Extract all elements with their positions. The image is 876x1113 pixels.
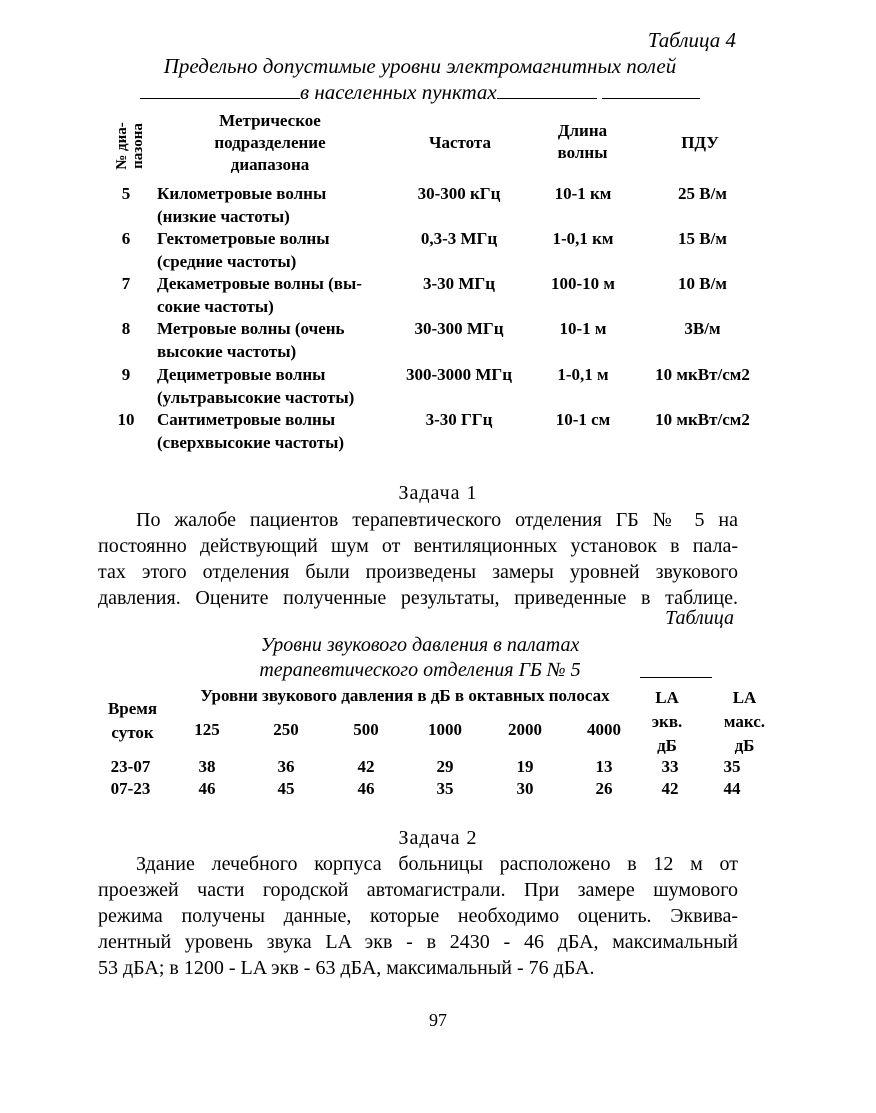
table4-row-pdu: 10 В/м [678, 274, 727, 293]
value-cell: 38 [198, 757, 216, 776]
la-eq-cell: 33 [661, 757, 679, 776]
task1-table-title-line2: терапевтического отделения ГБ № 5 [259, 659, 581, 681]
table4-row-pdu: 25 В/м [678, 184, 727, 203]
task1-title: Задача 1 [398, 482, 478, 504]
value-cell: 46 [198, 779, 216, 798]
table4-row-frequency: 0,3-3 МГц [420, 229, 498, 248]
value-cell: 45 [277, 779, 295, 798]
task1-table-label: Таблица [665, 607, 734, 629]
table4-row-wavelength: 10-1 см [555, 410, 611, 429]
band-header: 4000 [587, 720, 621, 739]
table4-row-wavelength: 10-1 км [554, 184, 612, 203]
table4-header-subdivision: Метрическое подразделение диапазона [214, 111, 326, 174]
table4-row-num: 5 [121, 184, 131, 203]
table4-row-num: 6 [121, 229, 131, 248]
table4-row-name: Гектометровые волны (средние частоты) [157, 229, 330, 271]
band-header: 2000 [508, 720, 542, 739]
value-cell: 42 [357, 757, 375, 776]
table4-header-pdu: ПДУ [681, 133, 719, 152]
table4-header-wavelength: Длина волны [557, 121, 608, 162]
task1-table-header-la-eq: LA экв. дБ [651, 688, 683, 755]
value-cell: 35 [436, 779, 454, 798]
table4-title-line1: Предельно допустимые уровни электромагнитных полей [163, 54, 677, 78]
table4-row-num: 10 [117, 410, 135, 429]
table4-row-name: Сантиметровые волны (сверхвысокие частоты) [157, 410, 345, 452]
time-cell: 07-23 [110, 779, 151, 798]
table4-row-name: Дециметровые волны (ультравысокие частоты) [157, 365, 355, 407]
task1-table-title-line1: Уровни звукового давления в палатах [260, 634, 580, 656]
table4-header-range-number-line: № диа- [114, 122, 130, 170]
title-underline [640, 677, 712, 678]
la-max-cell: 44 [723, 779, 741, 798]
table4-row-name: Километровые волны (низкие частоты) [157, 184, 327, 226]
table4-row-name: Декаметровые волны (вы- сокие частоты) [157, 274, 362, 316]
table4-row-pdu: 15 В/м [678, 229, 727, 248]
table4-row-wavelength: 10-1 м [559, 319, 607, 338]
value-cell: 26 [595, 779, 613, 798]
task1-table-header-la-max: LA макс. дБ [723, 688, 766, 755]
value-cell: 46 [357, 779, 375, 798]
table4-row-frequency: 30-300 МГц [414, 319, 504, 338]
table4-row-num: 9 [121, 365, 131, 384]
page-number: 97 [429, 1010, 447, 1030]
table4-row-pdu: 10 мкВт/см2 [655, 410, 750, 429]
table4-row-num: 7 [121, 274, 131, 293]
table4-row-wavelength: 1-0,1 км [552, 229, 614, 248]
table4-row-wavelength: 100-10 м [551, 274, 615, 293]
table4-row-name: Метровые волны (очень высокие частоты) [157, 319, 345, 361]
band-header: 250 [273, 720, 299, 739]
value-cell: 13 [595, 757, 613, 776]
value-cell: 29 [436, 757, 454, 776]
band-header: 500 [353, 720, 379, 739]
la-max-cell: 35 [723, 757, 741, 776]
table4-row-frequency: 30-300 кГц [417, 184, 501, 203]
band-header: 1000 [428, 720, 462, 739]
band-header: 125 [194, 720, 220, 739]
table4-header-range-number-line: пазона [130, 123, 146, 169]
table4-title-line2 [100, 80, 740, 105]
value-cell: 30 [516, 779, 534, 798]
table4-title-line2-text: в населенных пунктах [299, 80, 497, 104]
task1-table-header-levels: Уровни звукового давления в дБ в октавных полосах [200, 686, 610, 705]
table4-row-frequency: 3-30 МГц [422, 274, 496, 293]
table4-row-pdu: 10 мкВт/см2 [655, 365, 750, 384]
table4-header-range-number-text [114, 122, 146, 170]
table4-header-range-number [106, 106, 154, 186]
la-eq-cell: 42 [661, 779, 679, 798]
table4-row-wavelength: 1-0,1 м [557, 365, 609, 384]
table4-header-frequency: Частота [429, 133, 491, 152]
table4-row-frequency: 3-30 ГГц [425, 410, 493, 429]
task1-paragraph: По жалобе пациентов терапевтического отделения ГБ № 5 на постоянно действующий шум от вентиляционных установок в пала- тах этого отделения были произведены замеры уровней звукового давления. Оцените полученные результаты, приведенные в таблице. [98, 509, 738, 609]
time-cell: 23-07 [110, 757, 151, 776]
table4-row-num: 8 [121, 319, 131, 338]
value-cell: 19 [516, 757, 534, 776]
task2-title: Задача 2 [398, 827, 478, 849]
table4-row-pdu: 3В/м [684, 319, 721, 338]
value-cell: 36 [277, 757, 295, 776]
task2-paragraph: Здание лечебного корпуса больницы расположено в 12 м от проезжей части городской автомагистрали. При замере шумового режима получены данные, которые необходимо оценить. Эквива- лентный уровень звука LA экв - в 2430 - 46 дБА, максимальный 53 дБА; в 1200 - LA экв - 63 дБА, максимальный - 76 дБА. [98, 853, 738, 979]
table4-label: Таблица 4 [647, 28, 736, 52]
task1-table-header-time: Время суток [107, 699, 158, 742]
table4-row-frequency: 300-3000 МГц [405, 365, 513, 384]
